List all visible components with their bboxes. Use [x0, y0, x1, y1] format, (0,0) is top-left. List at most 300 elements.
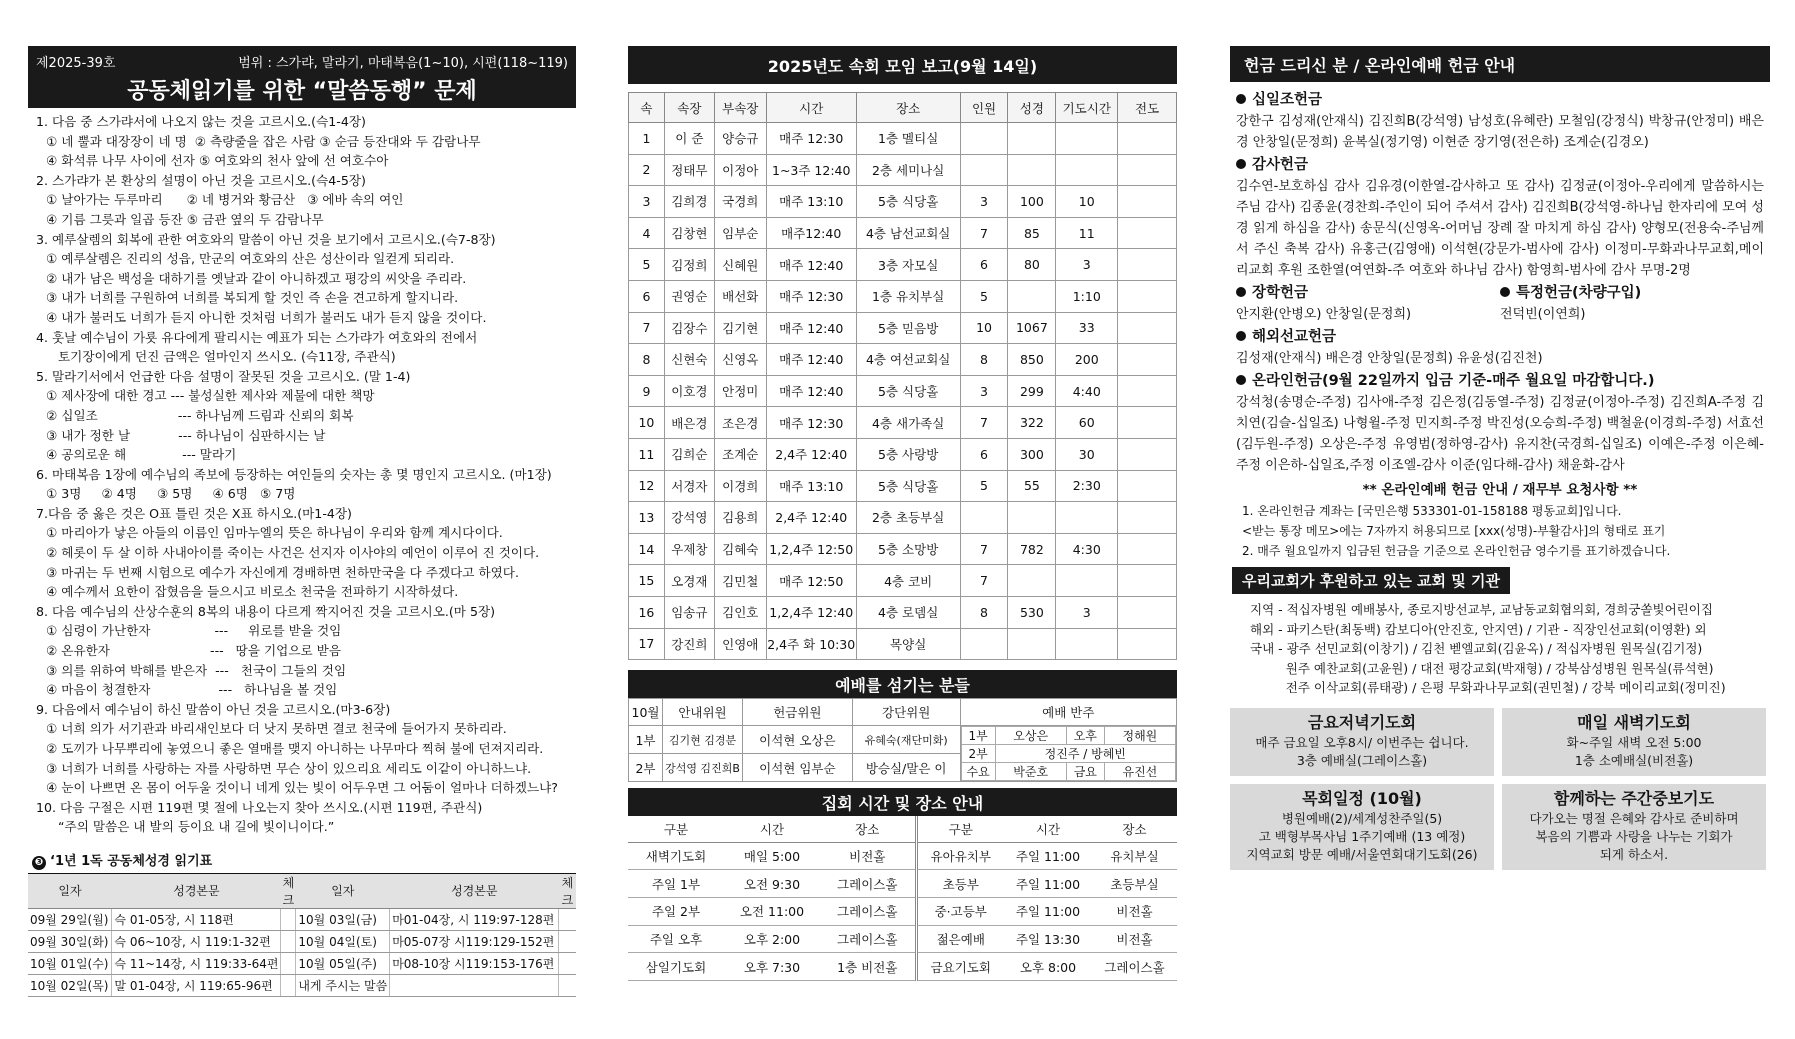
question-option: 토기장이에게 던진 금액은 얼마인지 쓰시오. (슥11장, 주관식): [46, 349, 396, 365]
gathering-cell: 주일 11:00: [1004, 842, 1092, 870]
support-title: 우리교회가 후원하고 있는 교회 및 기관: [1232, 567, 1510, 594]
report-cell: 11: [1056, 217, 1118, 249]
report-cell: [1056, 502, 1118, 534]
online-names: 강석청(송명순-주정) 김사애-주정 김은정(김동열-주정) 김정균(이정아-주정) 김진희A-주정 김치연(김슬-십일조) 나형윌-주정 민지희-주정 박진성(오승희-주정) 백철윤(이경희-주정) 서효선(김두원-주정) 오상은-주정 유영범(정하영-감사) 유지찬(국경희-십일조) 이예은-주정 이은혜-주정 이은하-십일조,주정 이조엘-감사 이준(임다해-감사) 채윤화-감사: [1236, 395, 1764, 473]
report-cell: 12: [629, 470, 665, 502]
report-cell: 매주 12:50: [766, 565, 856, 597]
report-cell: 3층 자모실: [856, 249, 960, 281]
question-text: 3. 예루살렘의 회복에 관한 여호와의 말씀이 아닌 것을 보기에서 고르시오.(슥7-8장): [36, 231, 496, 247]
scholar-heading-text: 장학헌금: [1252, 285, 1309, 301]
report-cell: 배은경: [664, 407, 714, 439]
report-cell: 2,4주 화 10:30: [766, 628, 856, 660]
offering-title: 헌금 드리신 분 / 온라인예배 헌금 안내: [1230, 46, 1770, 82]
report-cell: [1008, 628, 1056, 660]
report-cell: 김창현: [664, 217, 714, 249]
gathering-cell: 그레이스홀: [820, 897, 916, 925]
report-cell: [1118, 312, 1177, 344]
report-cell: 3: [960, 186, 1008, 218]
report-cell: 1층 멜티실: [856, 123, 960, 155]
accompanist-table: [961, 726, 1176, 781]
question-option: ① 3명 ② 4명 ③ 5명 ④ 6명 ⑤ 7명: [46, 486, 296, 502]
report-cell: 5: [960, 470, 1008, 502]
info-box: [1502, 784, 1766, 870]
gathering-cell: 오전 9:30: [724, 870, 820, 898]
report-row: [629, 596, 1177, 628]
service-1-usher: 김기현 김경분: [662, 726, 742, 754]
gathering-cell: 그레이스홀: [1092, 953, 1177, 981]
question-text: 7.다음 중 옳은 것은 O표 틀린 것은 X표 하시오.(마1-4장): [36, 505, 352, 521]
question-option: ② 내가 남은 백성을 대하기를 옛날과 같이 아니하겠고 평강의 씨앗을 주리라.: [46, 270, 467, 286]
tithe-heading: [1236, 90, 1764, 111]
duty-label: 2부: [961, 745, 995, 763]
report-cell: 이경희: [714, 470, 766, 502]
duty-name: 박준호: [995, 763, 1066, 781]
gathering-cell: 주일 11:00: [1004, 870, 1092, 898]
schedule-header-cell: 일자: [296, 873, 390, 908]
report-cell: [1118, 565, 1177, 597]
report-cell: [1118, 154, 1177, 186]
notice-line: <받는 통장 메모>에는 7자까지 허용되므로 [xxx(성명)-부활감사]의 형태로 표기: [1242, 524, 1666, 538]
tithe-heading-text: 십일조헌금: [1252, 92, 1323, 108]
report-cell: 60: [1056, 407, 1118, 439]
support-line: 지역 - 적십자병원 예배봉사, 종로지방선교부, 교남동교회협의회, 경희궁쏠빛어린이집: [1250, 602, 1713, 617]
question-option: ④ 기름 그릇과 일곱 등잔 ⑤ 금관 옆의 두 감람나무: [46, 211, 324, 227]
report-cell: 1~3주 12:40: [766, 154, 856, 186]
report-cell: 5층 사랑방: [856, 438, 960, 470]
report-cell: 매주12:40: [766, 217, 856, 249]
report-cell: 이 준: [664, 123, 714, 155]
report-cell: 300: [1008, 438, 1056, 470]
schedule-cell: [559, 908, 576, 930]
report-row: [629, 533, 1177, 565]
report-column: [628, 46, 1177, 981]
report-cell: 3: [1056, 596, 1118, 628]
scholar-special-row: [1236, 281, 1764, 325]
report-cell: 7: [960, 533, 1008, 565]
report-cell: 1: [629, 123, 665, 155]
report-cell: 강진희: [664, 628, 714, 660]
report-cell: 이정아: [714, 154, 766, 186]
special-names: 전덕빈(이연희): [1500, 307, 1586, 322]
report-cell: 5층 식당홀: [856, 375, 960, 407]
header-duty: 예배 반주: [960, 699, 1176, 726]
schedule-cell: [559, 930, 576, 952]
question-option: ③ 내가 정한 날 --- 하나님이 심판하시는 날: [46, 427, 326, 443]
schedule-row: [28, 952, 576, 974]
duty-label: 오후: [1066, 727, 1104, 745]
schedule-cell: 09월 30일(화): [28, 930, 112, 952]
report-cell: 김장수: [664, 312, 714, 344]
question-option: ③ 내가 너희를 구원하여 너희를 복되게 할 것인 즉 손을 견고하게 할지니라.: [46, 290, 459, 306]
schedule-header-cell: 체크: [281, 873, 296, 908]
info-box-line: 복음의 기쁨과 사랑을 나누는 기회가: [1535, 828, 1733, 844]
special-heading: [1500, 283, 1764, 304]
report-cell: 850: [1008, 344, 1056, 376]
report-header-cell: 기도시간: [1056, 93, 1118, 123]
report-cell: 강석영: [664, 502, 714, 534]
question-text: 6. 마태복음 1장에 예수님의 족보에 등장하는 여인들의 숫자는 총 몇 명인지 고르시오. (마1장): [36, 466, 552, 482]
report-cell: 김정희: [664, 249, 714, 281]
report-row: [629, 407, 1177, 439]
report-cell: 김희순: [664, 438, 714, 470]
duty-label: 금요: [1066, 763, 1104, 781]
duty-name: 오상은: [995, 727, 1066, 745]
report-row: [629, 249, 1177, 281]
gathering-cell: 주일 1부: [628, 870, 724, 898]
question-option: ② 온유한자 --- 땅을 기업으로 받음: [46, 643, 342, 659]
service-1-altar: 유혜숙(재단미화): [852, 726, 960, 754]
schedule-cell: 슥 06~10장, 시 119:1-32편: [112, 930, 281, 952]
report-cell: 4:40: [1056, 375, 1118, 407]
question-list: [28, 108, 576, 837]
number-badge: ❸: [32, 856, 46, 870]
duty-name: 유진선: [1104, 763, 1175, 781]
report-cell: 매주 13:10: [766, 186, 856, 218]
report-cell: [1118, 217, 1177, 249]
schedule-cell: 내게 주시는 말씀: [296, 974, 390, 996]
info-box-line: 고 백형부목사님 1주기예배 (13 예정): [1258, 828, 1466, 844]
duty-name: 정해원: [1104, 727, 1175, 745]
schedule-cell: 10월 03일(금): [296, 908, 390, 930]
schedule-cell: [281, 908, 296, 930]
gathering-table: [628, 816, 1177, 981]
reading-range: 범위 : 스가랴, 말라기, 마태복음(1~10), 시편(118~119): [238, 56, 568, 71]
report-cell: 매주 12:40: [766, 312, 856, 344]
gathering-cell: 주일 오후: [628, 925, 724, 953]
report-cell: [1118, 470, 1177, 502]
info-box-line: 매주 금요일 오후8시/ 이번주는 쉽니다.: [1255, 734, 1469, 750]
report-cell: 5층 믿음방: [856, 312, 960, 344]
report-cell: [1008, 565, 1056, 597]
support-list: [1230, 594, 1770, 698]
offering-column: [1230, 46, 1770, 870]
thanks-names: 김수연-보호하심 감사 김유경(이한열-감사하고 또 감사) 김정균(이정아-우리에게 말씀하시는 주님 감사) 김종윤(경찬희-주인이 되어 주셔서 감사) 김진희B(강석영-하나님 한자리에 모여 성경 읽게 하심을 감사) 송문식(신영옥-어머님 장례 잘 마치게 하심 감사) 양형모(전용숙-주님께서 주신 축복 감사) 유홍근(김영애) 이석현(강문가-범사에 감사) 이정미-무화과나무교회,메이리교회 후원 조한열(여연화-주 여호와 하나님 감사) 함영희-범사에 감사 무명-2명: [1236, 179, 1764, 278]
duty-label: 수요: [961, 763, 995, 781]
gathering-cell: 그레이스홀: [820, 870, 916, 898]
report-cell: 조은경: [714, 407, 766, 439]
bullet-icon: [1236, 94, 1246, 104]
schedule-row: [28, 974, 576, 996]
question-option: ④ 예수께서 요한이 잡혔음을 들으시고 비로소 천국을 전파하기 시작하셨다.: [46, 584, 459, 600]
report-cell: 6: [960, 249, 1008, 281]
info-box-title: 금요저녁기도회: [1307, 712, 1417, 732]
info-box-line: 지역교회 방문 예배/서울연회대기도회(26): [1246, 846, 1478, 862]
report-cell: 정태무: [664, 154, 714, 186]
gathering-cell: 오후 7:30: [724, 953, 820, 981]
schedule-cell: 10월 04일(토): [296, 930, 390, 952]
duty-label: 1부: [961, 727, 995, 745]
header-altar: 강단위원: [852, 699, 960, 726]
report-cell: 17: [629, 628, 665, 660]
report-cell: 김희경: [664, 186, 714, 218]
report-cell: 서경자: [664, 470, 714, 502]
question-option: ② 십일조 --- 하나님께 드림과 신뢰의 회복: [46, 407, 354, 423]
report-cell: [1118, 407, 1177, 439]
schedule-row: [28, 930, 576, 952]
report-cell: 배선화: [714, 280, 766, 312]
report-cell: [1056, 628, 1118, 660]
report-cell: 매주 12:40: [766, 344, 856, 376]
report-cell: 2,4주 12:40: [766, 502, 856, 534]
report-cell: 매주 12:40: [766, 249, 856, 281]
report-cell: 신영옥: [714, 344, 766, 376]
schedule-header-cell: 체크: [559, 873, 576, 908]
schedule-cell: [390, 974, 559, 996]
gathering-header-cell: 장소: [1092, 816, 1177, 842]
gathering-header-cell: 장소: [820, 816, 916, 842]
question-option: ① 심령이 가난한자 --- 위로를 받을 것임: [46, 623, 342, 639]
report-cell: 매주 13:10: [766, 470, 856, 502]
report-cell: 4층 새가족실: [856, 407, 960, 439]
schedule-cell: 슥 01-05장, 시 118편: [112, 908, 281, 930]
support-line: 전주 이삭교회(류태광) / 은평 무화과나무교회(권민철) / 강북 메이리교회(정미진): [1250, 680, 1726, 695]
question-text: 1. 다음 중 스가랴서에 나오지 않는 것을 고르시오.(슥1-4장): [36, 114, 366, 129]
report-cell: [1118, 596, 1177, 628]
online-notice-title: ** 온라인예배 헌금 안내 / 재무부 요청사항 **: [1362, 482, 1638, 498]
online-heading-text: 온라인헌금(9월 22일까지 입금 기준-매주 월요일 마감합니다.): [1252, 373, 1655, 389]
schedule-row: [28, 908, 576, 930]
schedule-header-cell: 일자: [28, 873, 112, 908]
report-cell: 김인호: [714, 596, 766, 628]
report-cell: [1118, 123, 1177, 155]
question-option: ④ 마음이 청결한자 --- 하나님을 볼 것임: [46, 682, 338, 698]
cell-group-report-table: [628, 92, 1177, 660]
question-option: ③ 마귀는 두 번째 시험으로 예수가 자신에게 경배하면 천하만국을 다 주겠다고 하였다.: [46, 564, 519, 580]
gathering-header-cell: 시간: [724, 816, 820, 842]
schedule-cell: [281, 974, 296, 996]
report-cell: [1118, 533, 1177, 565]
report-cell: [960, 628, 1008, 660]
report-cell: 7: [629, 312, 665, 344]
report-row: [629, 502, 1177, 534]
report-cell: 2층 세미나실: [856, 154, 960, 186]
report-cell: 임부순: [714, 217, 766, 249]
question-option: ① 날아가는 두루마리 ② 네 병거와 황금산 ③ 에바 속의 여인: [46, 192, 404, 208]
report-cell: [1008, 154, 1056, 186]
schedule-cell: [559, 952, 576, 974]
info-box-line: 되게 하소서.: [1599, 846, 1669, 862]
report-cell: 2층 초등부실: [856, 502, 960, 534]
report-cell: 1,2,4주 12:50: [766, 533, 856, 565]
schedule-cell: 마05-07장 시119:129-152편: [390, 930, 559, 952]
schedule-cell: 10월 01일(수): [28, 952, 112, 974]
report-cell: 14: [629, 533, 665, 565]
report-cell: 3: [629, 186, 665, 218]
schedule-cell: 09월 29일(월): [28, 908, 112, 930]
online-notice: [1236, 501, 1764, 561]
service-1-label: 1부: [629, 726, 663, 754]
report-cell: 8: [960, 344, 1008, 376]
report-cell: 이호경: [664, 375, 714, 407]
offering-list: [1230, 82, 1770, 561]
bullet-icon: [1236, 375, 1246, 385]
report-cell: [1118, 344, 1177, 376]
report-cell: 4층 남선교회실: [856, 217, 960, 249]
report-cell: 권영순: [664, 280, 714, 312]
report-row: [629, 438, 1177, 470]
report-cell: 5층 소망방: [856, 533, 960, 565]
thanks-heading: [1236, 155, 1764, 176]
report-title: 2025년도 속회 모임 보고(9월 14일): [628, 46, 1177, 84]
report-cell: 33: [1056, 312, 1118, 344]
quiz-title: 공동체읽기를 위한 “말씀동행” 문제: [127, 79, 477, 104]
info-box-line: 병원예배(2)/세계성찬주일(5): [1281, 810, 1443, 826]
info-box: [1502, 708, 1766, 776]
question-option: ③ 의를 위하여 박해를 받은자 --- 천국이 그들의 것임: [46, 662, 347, 678]
question-option: ④ 공의로운 해 --- 말라기: [46, 447, 237, 463]
bullet-icon: [1236, 331, 1246, 341]
question-option: ① 제사장에 대한 경고 --- 불성실한 제사와 제물에 대한 책망: [46, 388, 375, 404]
gathering-cell: 매일 5:00: [724, 842, 820, 870]
question-option: ④ 눈이 나쁘면 온 몸이 어두울 것이니 네게 있는 빛이 어두우면 그 어둠이 얼마나 더하겠느냐?: [46, 780, 558, 796]
info-boxes: [1230, 708, 1770, 870]
report-cell: 임송규: [664, 596, 714, 628]
report-cell: 신혜원: [714, 249, 766, 281]
report-cell: 100: [1008, 186, 1056, 218]
report-header-cell: 성경: [1008, 93, 1056, 123]
report-cell: 오경재: [664, 565, 714, 597]
info-box-line: 3층 예배실(그레이스홀): [1296, 752, 1428, 768]
worship-servers-table: [628, 698, 1177, 782]
report-cell: 9: [629, 375, 665, 407]
schedule-title-text: ‘1년 1독 공동체성경 읽기표: [50, 853, 213, 869]
report-cell: 김민철: [714, 565, 766, 597]
schedule-cell: [281, 952, 296, 974]
report-cell: 1,2,4주 12:40: [766, 596, 856, 628]
info-box-line: 다가오는 명절 은혜와 감사로 준비하며: [1529, 810, 1739, 826]
report-cell: 85: [1008, 217, 1056, 249]
report-cell: [960, 123, 1008, 155]
schedule-cell: 10월 02일(목): [28, 974, 112, 996]
reading-schedule-table: [28, 873, 576, 997]
info-box-title: 함께하는 주간중보기도: [1553, 788, 1715, 808]
question-option: ① 마리아가 낳은 아들의 이름인 임마누엘의 뜻은 하나님이 우리와 함께 계시다이다.: [46, 525, 503, 541]
report-cell: [1118, 438, 1177, 470]
thanks-heading-text: 감사헌금: [1252, 157, 1309, 173]
report-cell: 4: [629, 217, 665, 249]
report-cell: 782: [1008, 533, 1056, 565]
gathering-row: [628, 897, 1177, 925]
report-cell: 13: [629, 502, 665, 534]
gathering-cell: 유아유치부: [916, 842, 1004, 870]
report-cell: 1067: [1008, 312, 1056, 344]
report-cell: 3: [1056, 249, 1118, 281]
report-header-cell: 속: [629, 93, 665, 123]
report-header-cell: 전도: [1118, 93, 1177, 123]
report-cell: 양승규: [714, 123, 766, 155]
quiz-header: [28, 46, 576, 108]
report-cell: 신현숙: [664, 344, 714, 376]
report-row: [629, 154, 1177, 186]
report-cell: [960, 154, 1008, 186]
gathering-cell: 오후 2:00: [724, 925, 820, 953]
report-cell: [1008, 502, 1056, 534]
gathering-cell: 비전홀: [1092, 925, 1177, 953]
bullet-icon: [1500, 287, 1510, 297]
report-cell: 10: [629, 407, 665, 439]
report-cell: 국경희: [714, 186, 766, 218]
gathering-header-cell: 시간: [1004, 816, 1092, 842]
report-cell: [1118, 280, 1177, 312]
schedule-cell: 슥 11~14장, 시 119:33-64편: [112, 952, 281, 974]
report-cell: [1118, 628, 1177, 660]
report-header-cell: 부속장: [714, 93, 766, 123]
report-cell: 안정미: [714, 375, 766, 407]
report-cell: 2,4주 12:40: [766, 438, 856, 470]
gathering-cell: 삼일기도회: [628, 953, 724, 981]
report-cell: 5: [960, 280, 1008, 312]
schedule-cell: 10월 05일(주): [296, 952, 390, 974]
report-cell: 7: [960, 565, 1008, 597]
report-row: [629, 280, 1177, 312]
report-row: [629, 312, 1177, 344]
schedule-title: [28, 847, 576, 873]
report-header-cell: 인원: [960, 93, 1008, 123]
report-cell: 5층 식당홀: [856, 186, 960, 218]
report-cell: 6: [629, 280, 665, 312]
report-cell: 매주 12:30: [766, 407, 856, 439]
gathering-cell: 유치부실: [1092, 842, 1177, 870]
gathering-row: [628, 842, 1177, 870]
report-cell: [1008, 123, 1056, 155]
report-cell: 30: [1056, 438, 1118, 470]
info-box-line: 화~주일 새벽 오전 5:00: [1566, 734, 1702, 750]
report-cell: [1118, 249, 1177, 281]
gathering-cell: 초등부실: [1092, 870, 1177, 898]
report-header-cell: 속장: [664, 93, 714, 123]
report-cell: 1:10: [1056, 280, 1118, 312]
header-usher: 안내위원: [662, 699, 742, 726]
gathering-cell: 1층 비전홀: [820, 953, 916, 981]
report-cell: 322: [1008, 407, 1056, 439]
report-cell: [1056, 123, 1118, 155]
report-cell: 5: [629, 249, 665, 281]
month-label: 10월: [629, 699, 663, 726]
report-cell: 8: [960, 596, 1008, 628]
report-row: [629, 217, 1177, 249]
gathering-cell: 비전홀: [820, 842, 916, 870]
report-row: [629, 123, 1177, 155]
report-cell: 4:30: [1056, 533, 1118, 565]
question-option: ④ 내가 불러도 너희가 듣지 아니한 것처럼 너희가 불러도 내가 듣지 않을 것이다.: [46, 309, 487, 325]
report-cell: 2: [629, 154, 665, 186]
report-row: [629, 628, 1177, 660]
service-2-altar: 방승실/말은 이: [852, 754, 960, 782]
report-cell: 15: [629, 565, 665, 597]
info-box: [1230, 708, 1494, 776]
support-line: 원주 예찬교회(고윤원) / 대전 평강교회(박재형) / 강북삼성병원 원목실(류석현): [1250, 660, 1714, 676]
gathering-cell: 그레이스홀: [820, 925, 916, 953]
info-box-title: 목회일정 (10월): [1302, 788, 1422, 808]
report-cell: 매주 12:30: [766, 123, 856, 155]
gathering-cell: 중·고등부: [916, 897, 1004, 925]
schedule-header-cell: 성경본문: [112, 873, 281, 908]
gathering-header-cell: 구분: [628, 816, 724, 842]
worship-servers-title: 예배를 섬기는 분들: [628, 670, 1177, 698]
notice-line: 1. 온라인헌금 계좌는 [국민은행 533301-01-158188 평동교회]입니다.: [1242, 504, 1622, 518]
report-cell: 목양실: [856, 628, 960, 660]
mission-heading: [1236, 327, 1764, 348]
gathering-cell: 주일 11:00: [1004, 897, 1092, 925]
gathering-cell: 젊은예배: [916, 925, 1004, 953]
question-text: 2. 스가랴가 본 환상의 설명이 아닌 것을 고르시오.(슥4-5장): [36, 172, 366, 188]
schedule-cell: [281, 930, 296, 952]
report-row: [629, 565, 1177, 597]
report-cell: [960, 502, 1008, 534]
gathering-row: [628, 925, 1177, 953]
tithe-names: 강한구 김성재(안재식) 김진희B(강석영) 남성호(유혜란) 모철임(강정식) 박창규(안정미) 배은경 안창일(문정희) 윤복실(정기영) 이현준 장기영(전은하) 조계순(김경오): [1236, 114, 1764, 150]
report-cell: 조계순: [714, 438, 766, 470]
